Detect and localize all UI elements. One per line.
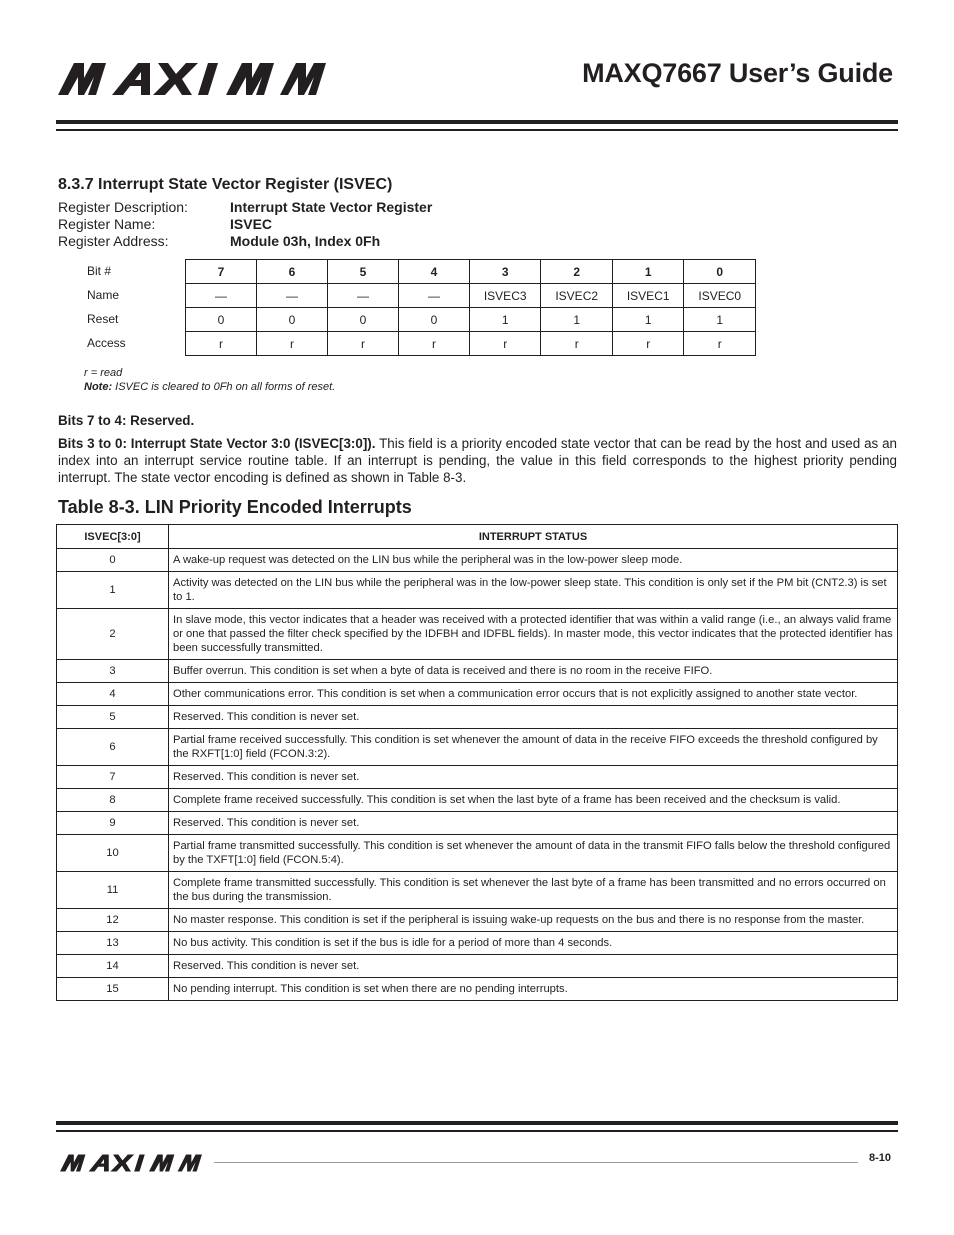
bit-cell: 7 xyxy=(186,260,257,284)
meta-value: ISVEC xyxy=(230,216,273,232)
meta-key: Register Address: xyxy=(58,233,169,249)
meta-key: Register Description: xyxy=(58,199,188,215)
name-cell: — xyxy=(398,284,469,308)
interrupt-status-cell: No bus activity. This condition is set if the bus is idle for a period of more than 4 seconds. xyxy=(169,932,898,955)
table-row xyxy=(57,955,898,978)
reset-cell: 1 xyxy=(612,308,684,332)
bits-7-4-heading: Bits 7 to 4: Reserved. xyxy=(58,413,195,428)
bit-table-notes xyxy=(84,366,335,394)
interrupt-status-cell: Complete frame received successfully. This condition is set when the last byte of a frame has been received and the checksum is valid. xyxy=(169,789,898,812)
table-row xyxy=(57,835,898,872)
access-cell: r xyxy=(469,332,541,356)
register-meta xyxy=(58,199,432,250)
isvec-value-cell: 7 xyxy=(57,766,169,789)
note-label: Note: xyxy=(84,381,113,393)
row-label-name: Name xyxy=(87,288,120,302)
isvec-value-cell: 1 xyxy=(57,572,169,609)
access-cell: r xyxy=(398,332,469,356)
bit-access-row xyxy=(186,332,756,356)
table-row xyxy=(57,932,898,955)
meta-value: Module 03h, Index 0Fh xyxy=(230,233,381,249)
access-cell: r xyxy=(327,332,398,356)
name-cell: — xyxy=(256,284,327,308)
row-label-reset: Reset xyxy=(87,312,119,326)
bits-3-0-paragraph xyxy=(58,435,897,486)
reset-cell: 0 xyxy=(398,308,469,332)
isvec-value-cell: 3 xyxy=(57,660,169,683)
bit-cell: 1 xyxy=(612,260,684,284)
bit-cell: 4 xyxy=(398,260,469,284)
bits-3-0-text: This field is a priority encoded state vector that can be read by the host and used as an index into an interrupt service routine table. If an interrupt is pending, the value in this field corresponds to the highest priority pending interrupt. The state vector encoding is defined as shown in Table 8-3. xyxy=(58,436,897,485)
table-row xyxy=(57,766,898,789)
meta-row xyxy=(58,233,432,250)
reset-cell: 1 xyxy=(541,308,613,332)
reset-cell: 1 xyxy=(684,308,756,332)
document-title: MAXQ7667 User’s Guide xyxy=(582,58,893,88)
interrupt-status-cell: Other communications error. This condition is set when a communication error occurs that is not explicitly assigned to another state vector. xyxy=(169,683,898,706)
interrupt-status-cell: Complete frame transmitted successfully. This condition is set whenever the last byte of a frame has been transmitted and no errors occurred on the bus during the transmission. xyxy=(169,872,898,909)
table-row xyxy=(57,729,898,766)
interrupt-table xyxy=(56,524,898,1001)
interrupt-status-cell: Reserved. This condition is never set. xyxy=(169,706,898,729)
name-cell: — xyxy=(327,284,398,308)
section-heading: 8.3.7 Interrupt State Vector Register (ISVEC) xyxy=(58,176,393,193)
name-cell: — xyxy=(186,284,257,308)
page-number: 8-10 xyxy=(869,1152,892,1164)
footer-rule-thick xyxy=(56,1121,898,1125)
isvec-value-cell: 8 xyxy=(57,789,169,812)
isvec-value-cell: 13 xyxy=(57,932,169,955)
meta-row xyxy=(58,216,432,233)
interrupt-status-cell: Partial frame received successfully. This condition is set whenever the amount of data in the receive FIFO exceeds the threshold configured by the RXFT[1:0] field (FCON.3:2). xyxy=(169,729,898,766)
name-cell: ISVEC3 xyxy=(469,284,541,308)
meta-value: Interrupt State Vector Register xyxy=(230,199,433,215)
isvec-value-cell: 6 xyxy=(57,729,169,766)
isvec-value-cell: 2 xyxy=(57,609,169,660)
table-row xyxy=(57,872,898,909)
interrupt-status-cell: Reserved. This condition is never set. xyxy=(169,955,898,978)
bits-3-0-label: Bits 3 to 0: Interrupt State Vector 3:0 (ISVEC[3:0]). xyxy=(58,436,376,451)
name-cell: ISVEC1 xyxy=(612,284,684,308)
header-rule-thick xyxy=(56,120,898,124)
isvec-value-cell: 10 xyxy=(57,835,169,872)
bit-cell: 0 xyxy=(684,260,756,284)
table-row xyxy=(57,978,898,1001)
row-label-bit: Bit # xyxy=(87,264,112,278)
isvec-value-cell: 15 xyxy=(57,978,169,1001)
interrupt-status-cell: No pending interrupt. This condition is set when there are no pending interrupts. xyxy=(169,978,898,1001)
name-cell: ISVEC0 xyxy=(684,284,756,308)
row-label-access: Access xyxy=(87,336,126,350)
table-row xyxy=(57,909,898,932)
isvec-value-cell: 0 xyxy=(57,549,169,572)
bit-name-row xyxy=(186,284,756,308)
table-row xyxy=(57,789,898,812)
interrupt-status-cell: Reserved. This condition is never set. xyxy=(169,812,898,835)
reset-cell: 0 xyxy=(327,308,398,332)
footer-divider xyxy=(214,1162,858,1163)
bit-cell: 6 xyxy=(256,260,327,284)
reset-cell: 0 xyxy=(186,308,257,332)
name-cell: ISVEC2 xyxy=(541,284,613,308)
footer-maxim-logo xyxy=(58,1154,204,1177)
access-cell: r xyxy=(612,332,684,356)
bit-cell: 5 xyxy=(327,260,398,284)
access-cell: r xyxy=(684,332,756,356)
bit-cell: 3 xyxy=(469,260,541,284)
table-title: Table 8-3. LIN Priority Encoded Interrupts xyxy=(58,497,412,517)
isvec-value-cell: 12 xyxy=(57,909,169,932)
access-legend: r = read xyxy=(84,367,123,379)
col-header-isvec: ISVEC[3:0] xyxy=(57,525,169,549)
meta-key: Register Name: xyxy=(58,216,156,232)
table-row xyxy=(57,683,898,706)
isvec-value-cell: 14 xyxy=(57,955,169,978)
isvec-value-cell: 9 xyxy=(57,812,169,835)
access-cell: r xyxy=(256,332,327,356)
table-row xyxy=(57,660,898,683)
interrupt-status-cell: No master response. This condition is set if the peripheral is issuing wake-up requests on the bus and there is no response from the master. xyxy=(169,909,898,932)
register-bit-table xyxy=(185,259,756,356)
table-row xyxy=(57,812,898,835)
bit-reset-row xyxy=(186,308,756,332)
isvec-value-cell: 4 xyxy=(57,683,169,706)
bit-cell: 2 xyxy=(541,260,613,284)
table-row xyxy=(57,572,898,609)
access-cell: r xyxy=(541,332,613,356)
reset-cell: 0 xyxy=(256,308,327,332)
bit-table-row-labels xyxy=(87,259,126,355)
isvec-value-cell: 5 xyxy=(57,706,169,729)
table-row xyxy=(57,549,898,572)
interrupt-status-cell: Partial frame transmitted successfully. This condition is set whenever the amount of data in the transmit FIFO falls below the threshold configured by the TXFT[1:0] field (FCON.5:4). xyxy=(169,835,898,872)
table-row xyxy=(57,609,898,660)
interrupt-status-cell: A wake-up request was detected on the LIN bus while the peripheral was in the low-power sleep mode. xyxy=(169,549,898,572)
reset-note xyxy=(84,380,335,394)
col-header-status: INTERRUPT STATUS xyxy=(169,525,898,549)
interrupt-status-cell: Reserved. This condition is never set. xyxy=(169,766,898,789)
meta-row xyxy=(58,199,432,216)
isvec-value-cell: 11 xyxy=(57,872,169,909)
maxim-logo xyxy=(58,62,326,101)
reset-cell: 1 xyxy=(469,308,541,332)
header-rule-thin xyxy=(56,129,898,131)
interrupt-status-cell: Activity was detected on the LIN bus while the peripheral was in the low-power sleep state. This condition is only set if the PM bit (CNT2.3) is set to 1. xyxy=(169,572,898,609)
interrupt-status-cell: In slave mode, this vector indicates that a header was received with a protected identifier that was within a valid range (i.e., an always valid frame or one that passed the filter check specified by the IDFBH and IDFBL fields). In master mode, this vector indicates that the protected identifier has been successfully transmitted. xyxy=(169,609,898,660)
note-text: ISVEC is cleared to 0Fh on all forms of reset. xyxy=(112,381,336,393)
footer-rule-thin xyxy=(56,1130,898,1132)
interrupt-status-cell: Buffer overrun. This condition is set when a byte of data is received and there is no room in the receive FIFO. xyxy=(169,660,898,683)
bit-number-row xyxy=(186,260,756,284)
table-row xyxy=(57,706,898,729)
access-cell: r xyxy=(186,332,257,356)
table-header-row xyxy=(57,525,898,549)
